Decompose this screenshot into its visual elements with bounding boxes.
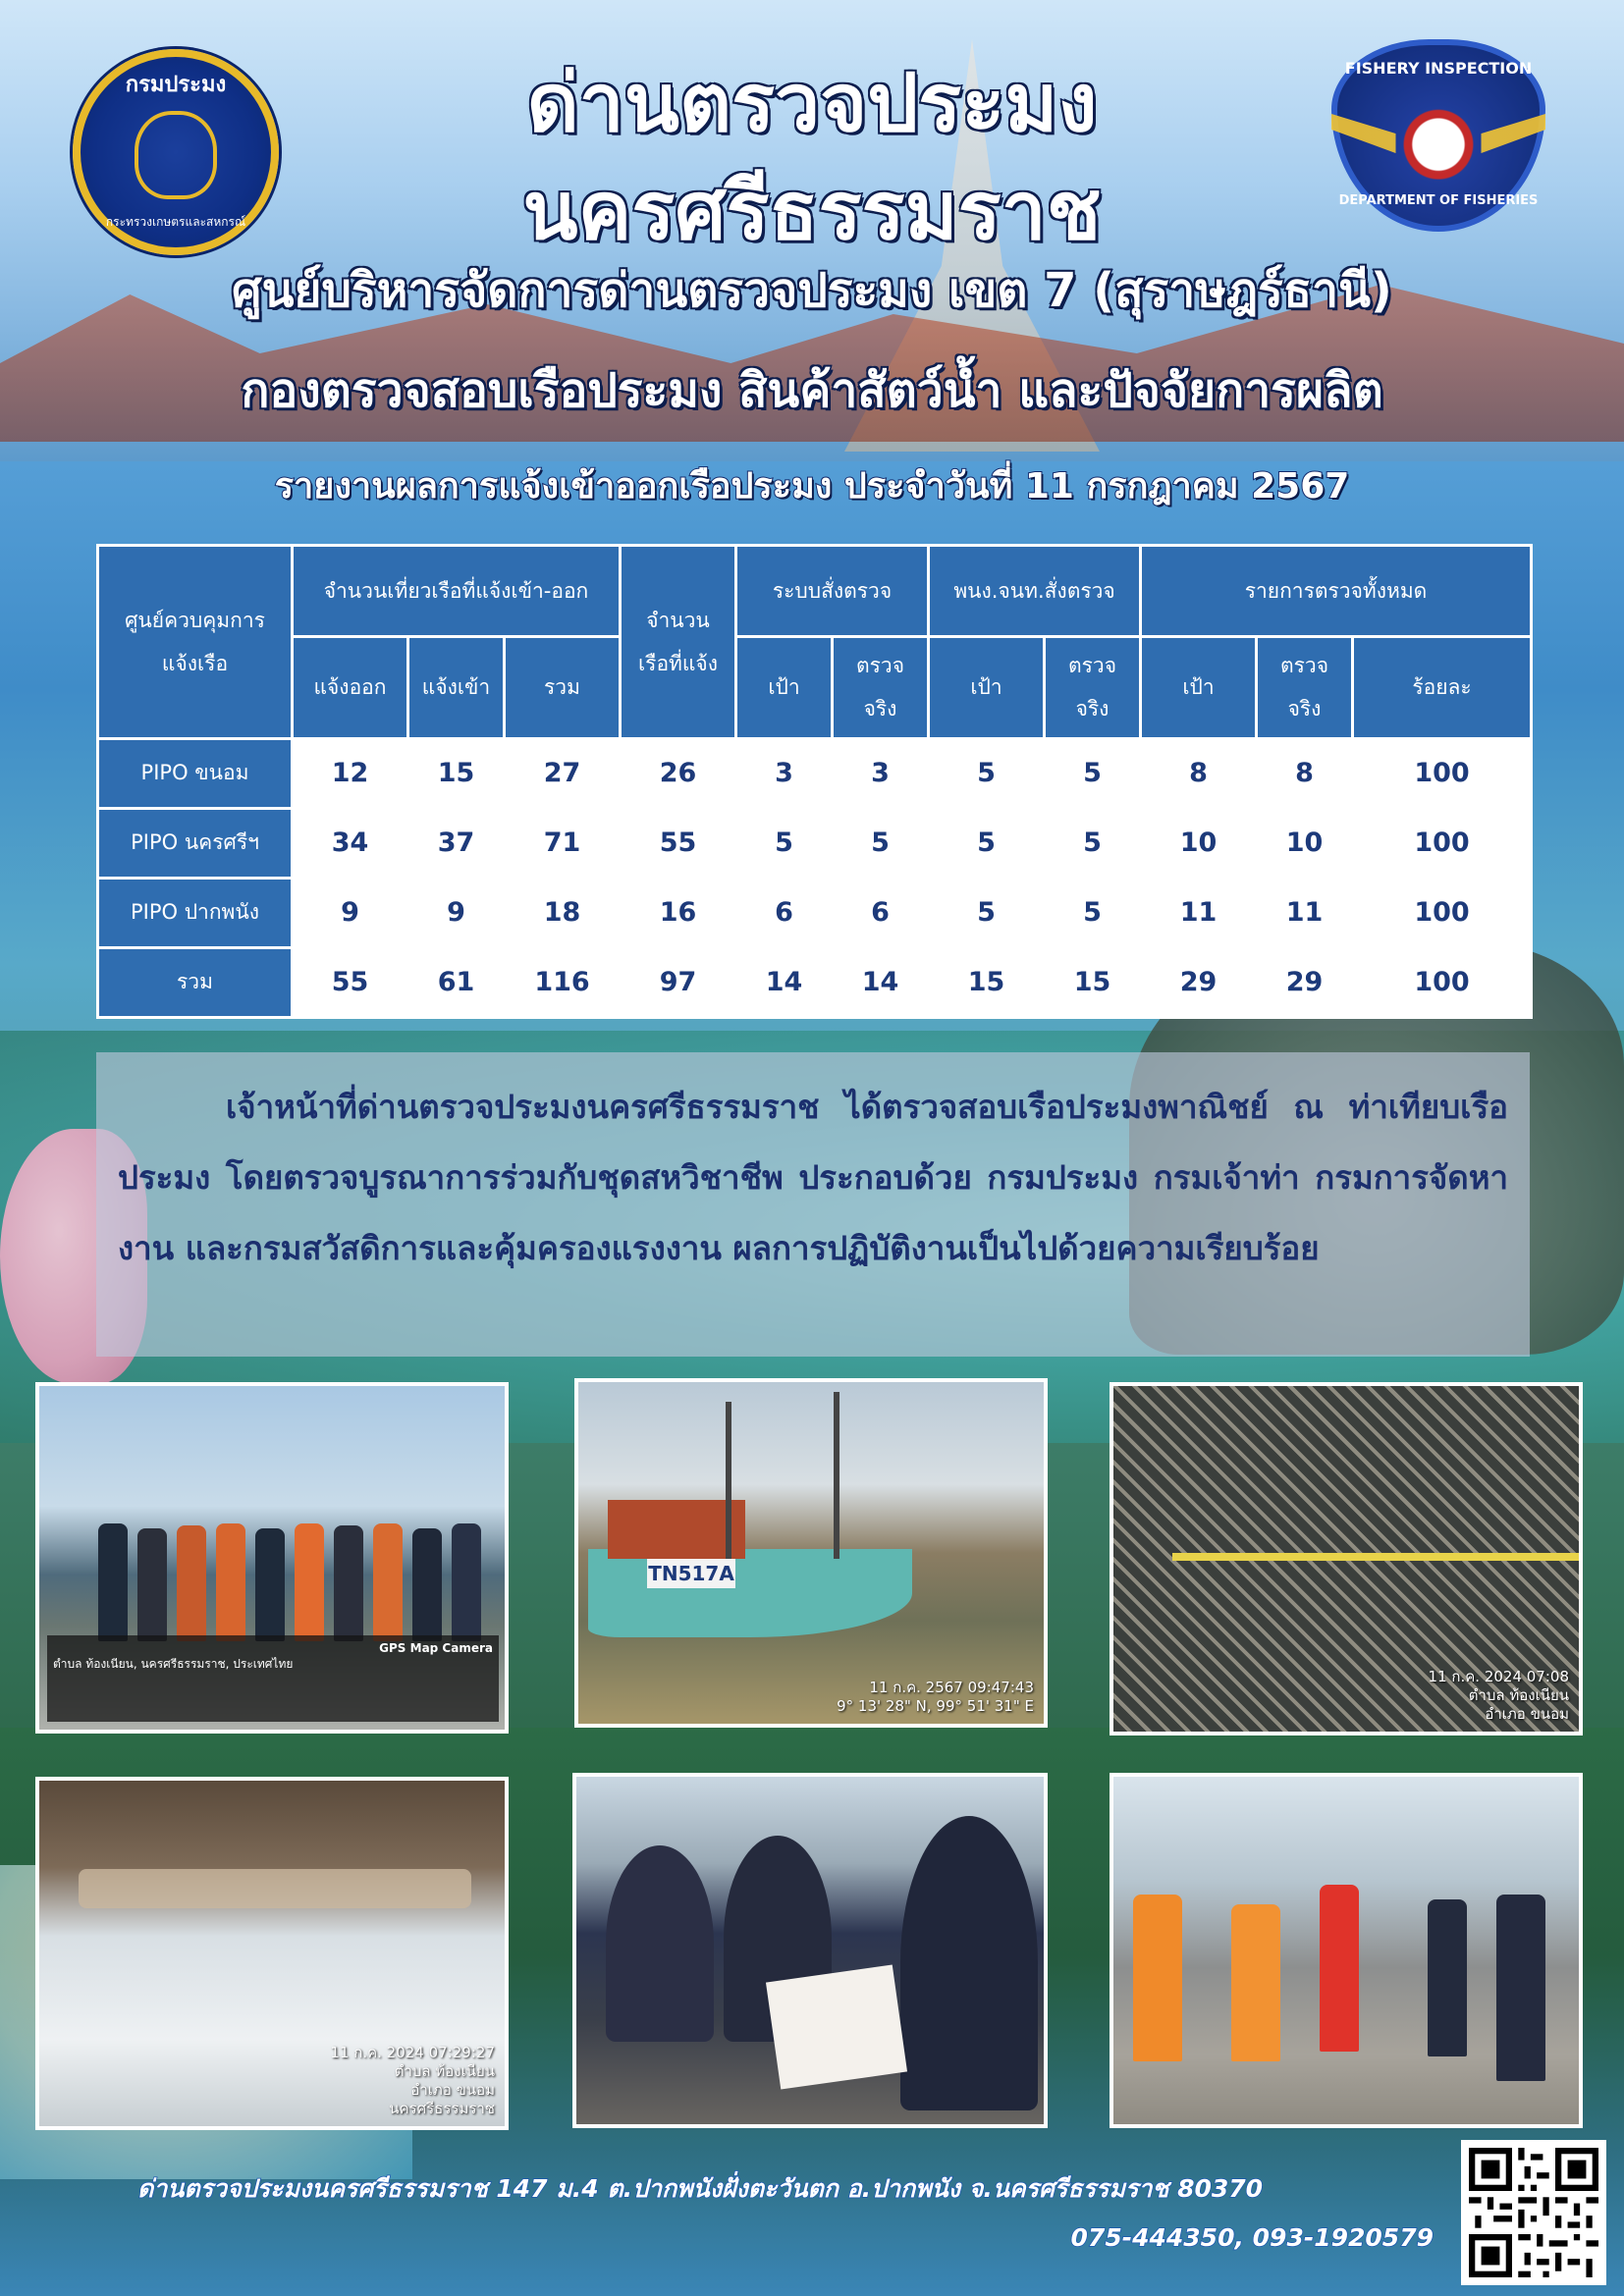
page-title-line1: ด่านตรวจประมง	[526, 57, 1098, 150]
summary-text-box	[96, 1052, 1530, 1357]
report-table	[96, 544, 1533, 1019]
photo-document-check	[572, 1773, 1048, 2128]
row-total-label: รวม	[98, 947, 293, 1017]
photo-timestamp: 11 ก.ค. 2567 09:47:43 9° 13' 28" N, 99° 51' 31" E	[837, 1679, 1034, 1715]
logo-right-bottom-text: DEPARTMENT OF FISHERIES	[1338, 193, 1539, 208]
cell-percent: 100	[1353, 947, 1532, 1017]
row-center-name: PIPO นครศรีฯ	[98, 808, 293, 878]
cell-trips-out: 9	[293, 878, 408, 947]
table-row	[98, 878, 1532, 947]
cell-all-actual: 8	[1257, 738, 1353, 808]
header-officer-target: เป้า	[929, 636, 1045, 738]
cell-trips-in: 37	[408, 808, 505, 878]
gps-location: ตำบล ท้องเนียน, นครศรีธรรมราช, ประเทศไทย	[53, 1657, 294, 1671]
logo-left-subtext: กระทรวงเกษตรและสหกรณ์	[105, 215, 246, 229]
qr-code-graphic	[1469, 2148, 1598, 2277]
boat-id: TN517A	[647, 1559, 735, 1588]
cell-all-target: 8	[1141, 738, 1257, 808]
cell-trips-out: 55	[293, 947, 408, 1017]
header-officer-actual: ตรวจจริง	[1045, 636, 1141, 738]
row-center-name: PIPO ปากพนัง	[98, 878, 293, 947]
cell-officer-actual: 5	[1045, 808, 1141, 878]
cell-officer-target: 15	[929, 947, 1045, 1017]
header-boats: จำนวนเรือที่แจ้ง	[621, 546, 736, 739]
footer-phone: 075-444350, 093-1920579	[1070, 2223, 1434, 2252]
table-total-row	[98, 947, 1532, 1017]
header-trips-group: จำนวนเที่ยวเรือที่แจ้งเข้า-ออก	[293, 546, 621, 637]
cell-trips-total: 27	[505, 738, 621, 808]
row-center-name: PIPO ขนอม	[98, 738, 293, 808]
footer-address: ด่านตรวจประมงนครศรีธรรมราช 147 ม.4 ต.ปากพนังฝั่งตะวันตก อ.ปากพนัง จ.นครศรีธรรมราช 80370	[137, 2174, 1264, 2203]
subtitle-center: ศูนย์บริหารจัดการด่านตรวจประมง เขต 7 (สุราษฎร์ธานี)	[232, 263, 1392, 318]
logo-right-top-text: FISHERY INSPECTION	[1344, 59, 1533, 78]
header-all-actual: ตรวจจริง	[1257, 636, 1353, 738]
cell-officer-target: 5	[929, 808, 1045, 878]
header-all-target: เป้า	[1141, 636, 1257, 738]
cell-officer-target: 5	[929, 738, 1045, 808]
cell-all-target: 29	[1141, 947, 1257, 1017]
photo-crew-inspection	[1110, 1773, 1583, 2128]
table-row	[98, 808, 1532, 878]
photo-timestamp: 11 ก.ค. 2024 07:29:27 ตำบล ท้องเนียน อำเภอ ขนอม นครศรีธรรมราช	[330, 2044, 495, 2117]
header-system-group: ระบบสั่งตรวจ	[736, 546, 929, 637]
cell-all-actual: 10	[1257, 808, 1353, 878]
photo-team-at-pier	[35, 1382, 509, 1734]
photo-fish-hold	[35, 1777, 509, 2130]
cell-all-actual: 29	[1257, 947, 1353, 1017]
summary-paragraph: เจ้าหน้าที่ด่านตรวจประมงนครศรีธรรมราช ได้ตรวจสอบเรือประมงพาณิชย์ ณ ท่าเทียบเรือประมง โดยตรวจบูรณาการร่วมกับชุดสหวิชาชีพ ประกอบด้วย กรมประมง กรมเจ้าท่า กรมการจัดหางาน และกรมสวัสดิการและคุ้มครองแรงงาน ผลการปฏิบัติงานเป็นไปด้วยความเรียบร้อย	[118, 1088, 1508, 1267]
cell-system-target: 3	[736, 738, 833, 808]
photo-timestamp: 11 ก.ค. 2024 07:08 ตำบล ท้องเนียน อำเภอ ขนอม	[1428, 1668, 1569, 1723]
cell-system-actual: 5	[833, 808, 929, 878]
cell-trips-in: 61	[408, 947, 505, 1017]
gps-title: GPS Map Camera	[379, 1641, 493, 1655]
report-title: รายงานผลการแจ้งเข้าออกเรือประมง ประจำวันที่ 11 กรกฎาคม 2567	[274, 466, 1350, 507]
header-trips-out: แจ้งออก	[293, 636, 408, 738]
qr-code-icon	[1461, 2140, 1606, 2285]
cell-percent: 100	[1353, 738, 1532, 808]
cell-trips-in: 9	[408, 878, 505, 947]
cell-system-target: 5	[736, 808, 833, 878]
header-all-group: รายการตรวจทั้งหมด	[1141, 546, 1532, 637]
cell-system-target: 14	[736, 947, 833, 1017]
cell-boats: 55	[621, 808, 736, 878]
header-system-actual: ตรวจจริง	[833, 636, 929, 738]
cell-boats: 26	[621, 738, 736, 808]
cell-boats: 16	[621, 878, 736, 947]
cell-officer-target: 5	[929, 878, 1045, 947]
cell-system-actual: 14	[833, 947, 929, 1017]
gps-stamp	[47, 1635, 499, 1722]
cell-all-actual: 11	[1257, 878, 1353, 947]
cell-all-target: 11	[1141, 878, 1257, 947]
summary-text	[118, 1072, 1508, 1284]
header-system-target: เป้า	[736, 636, 833, 738]
cell-system-target: 6	[736, 878, 833, 947]
cell-officer-actual: 15	[1045, 947, 1141, 1017]
cell-all-target: 10	[1141, 808, 1257, 878]
cell-system-actual: 3	[833, 738, 929, 808]
cell-trips-out: 12	[293, 738, 408, 808]
header-trips-total: รวม	[505, 636, 621, 738]
header-percent: ร้อยละ	[1353, 636, 1532, 738]
cell-trips-out: 34	[293, 808, 408, 878]
cell-boats: 97	[621, 947, 736, 1017]
cell-system-actual: 6	[833, 878, 929, 947]
cell-trips-total: 71	[505, 808, 621, 878]
header-trips-in: แจ้งเข้า	[408, 636, 505, 738]
table-row	[98, 738, 1532, 808]
header-center: ศูนย์ควบคุมการแจ้งเรือ	[98, 546, 293, 739]
cell-officer-actual: 5	[1045, 878, 1141, 947]
logo-left-text: กรมประมง	[125, 73, 227, 97]
header-officer-group: พนง.จนท.สั่งตรวจ	[929, 546, 1141, 637]
cell-percent: 100	[1353, 878, 1532, 947]
page-title-line2: นครศรีธรรมราช	[522, 165, 1102, 258]
cell-trips-total: 18	[505, 878, 621, 947]
photo-fishing-boat	[574, 1378, 1048, 1728]
cell-trips-total: 116	[505, 947, 621, 1017]
report-table-container	[96, 544, 1530, 1019]
subtitle-division: กองตรวจสอบเรือประมง สินค้าสัตว์น้ำ และปัจจัยการผลิต	[241, 363, 1383, 418]
cell-percent: 100	[1353, 808, 1532, 878]
cell-officer-actual: 5	[1045, 738, 1141, 808]
photo-net-measurement	[1110, 1382, 1583, 1735]
cell-trips-in: 15	[408, 738, 505, 808]
